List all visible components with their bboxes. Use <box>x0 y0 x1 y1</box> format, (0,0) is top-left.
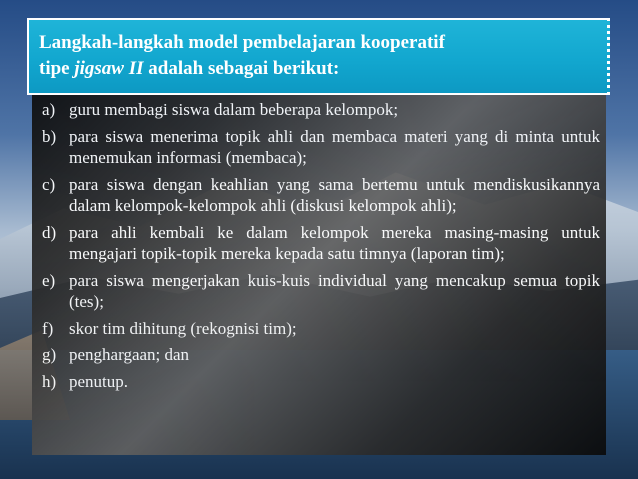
list-item <box>42 126 600 169</box>
list-item-letter: c) <box>42 174 56 194</box>
list-item <box>42 344 600 366</box>
list-item-text: penutup. <box>69 371 129 391</box>
list-item <box>42 99 600 121</box>
list-item-letter: g) <box>42 345 57 364</box>
slide-title-line2-prefix: tipe <box>39 58 75 79</box>
list-item-text: skor tim dihitung (rekognisi tim); <box>69 318 297 338</box>
list-item-text: penghargaan; dan <box>69 345 190 364</box>
list-item-letter: a) <box>42 100 56 119</box>
list-item-text: para siswa menerima topik ahli dan membaca materi yang di minta untuk menemukan informasi (membaca); <box>69 126 600 167</box>
slide-title-line1: Langkah-langkah model pembelajaran kooperatif <box>39 32 445 53</box>
slide-title-line2-italic: jigsaw II <box>74 58 144 79</box>
list-item-letter: h) <box>42 371 57 391</box>
list-item-letter: f) <box>42 318 54 338</box>
content-box <box>32 95 606 455</box>
list-item-text: para siswa mengerjakan kuis-kuis individual yang mencakup semua topik (tes); <box>69 270 600 311</box>
steps-list <box>42 99 600 397</box>
list-item <box>42 222 600 265</box>
list-item-text: guru membagi siswa dalam beberapa kelompok; <box>69 100 399 119</box>
list-item <box>42 318 600 340</box>
slide-title-line2-suffix: adalah sebagai berikut: <box>143 58 340 79</box>
slide-title <box>39 30 604 82</box>
list-item-letter: d) <box>42 222 57 242</box>
list-item-text: para siswa dengan keahlian yang sama bertemu untuk mendiskusikannya dalam kelompok-kelompok ahli (diskusi kelompok ahli); <box>69 174 600 215</box>
list-item-letter: e) <box>42 270 56 290</box>
list-item <box>42 174 600 217</box>
list-item <box>42 371 600 393</box>
list-item-text: para ahli kembali ke dalam kelompok mereka masing-masing untuk mengajari topik-topik mereka kepada satu timnya (laporan tim); <box>69 222 600 263</box>
list-item <box>42 270 600 313</box>
title-box <box>27 18 610 95</box>
list-item-letter: b) <box>42 126 57 146</box>
